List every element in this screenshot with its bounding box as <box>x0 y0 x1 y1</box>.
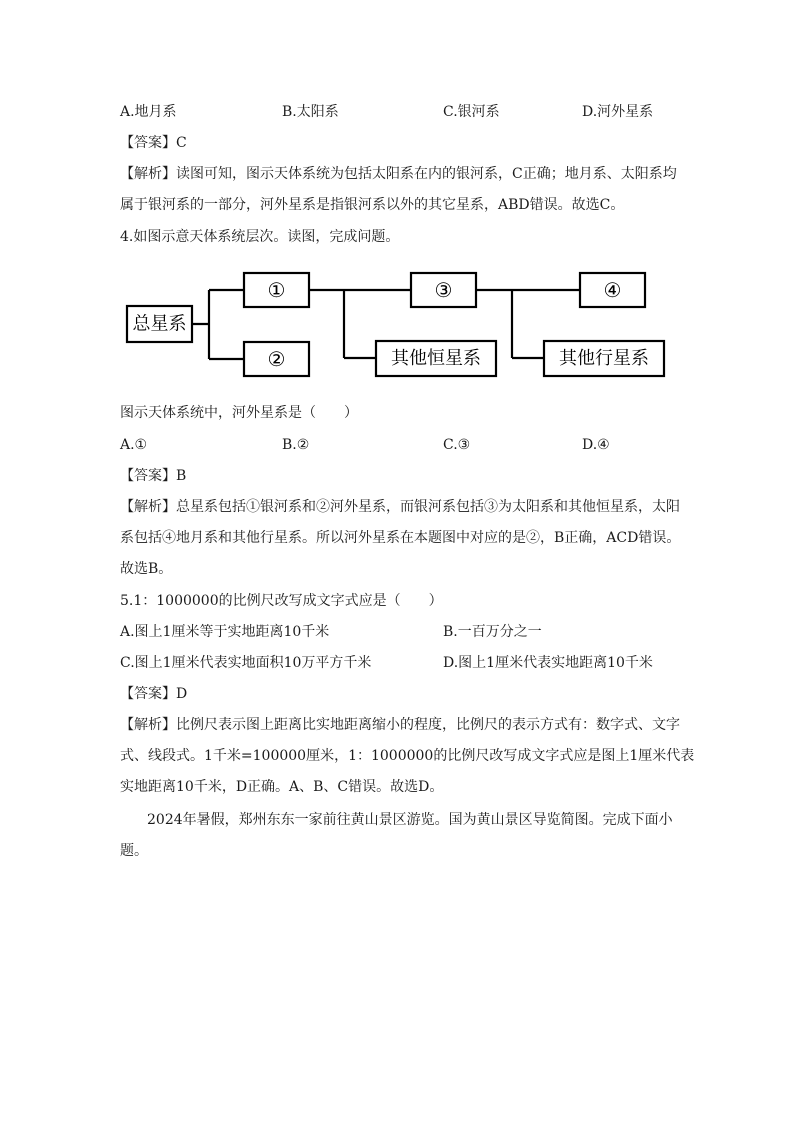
q5-analysis-line-3: 实地距离10千米，D正确。A、B、C错误。故选D。 <box>120 779 444 795</box>
answer-tag: 【答案】 <box>120 468 176 484</box>
analysis-tag: 【解析】 <box>120 499 176 515</box>
q4-stem: 4.如图示意天体系统层次。读图，完成问题。 <box>120 229 400 245</box>
answer-tag: 【答案】 <box>120 135 176 151</box>
q5-option-b: B.一百万分之一 <box>443 624 542 640</box>
q5-answer-line <box>120 684 187 704</box>
answer-tag: 【答案】 <box>120 686 176 702</box>
q4-question: 图示天体系统中，河外星系是（ ） <box>120 405 358 421</box>
q3-option-d: D.河外星系 <box>582 104 654 120</box>
intro-line-1: 2024年暑假，郑州东东一家前往黄山景区游览。国为黄山景区导览简图。完成下面小 <box>147 812 673 828</box>
diagram-box-4-label: ④ <box>603 278 622 302</box>
diagram-box-3-label: ③ <box>434 278 453 302</box>
analysis-tag: 【解析】 <box>120 717 176 733</box>
q4-analysis-line-1 <box>120 497 680 517</box>
q4-option-d: D.④ <box>582 437 610 453</box>
q3-answer-line <box>120 133 187 153</box>
q3-analysis-line-1 <box>120 164 677 184</box>
diagram-other-star-label: 其他恒星系 <box>391 348 481 369</box>
q3-option-b: B.太阳系 <box>282 104 339 120</box>
diagram-box-1-label: ① <box>267 278 286 302</box>
q5-analysis-text-1: 比例尺表示图上距离比实地距离缩小的程度，比例尺的表示方式有：数字式、文字 <box>176 717 680 733</box>
q3-answer: C <box>176 135 187 151</box>
q5-option-a: A.图上1厘米等于实地距离10千米 <box>120 624 330 640</box>
q4-diagram <box>120 262 680 387</box>
q5-option-d: D.图上1厘米代表实地距离10千米 <box>443 655 653 671</box>
q4-analysis-line-2: 系包括④地月系和其他行星系。所以河外星系在本题图中对应的是②，B正确，ACD错误。 <box>120 530 681 546</box>
diagram-other-planet-label: 其他行星系 <box>559 348 649 369</box>
q3-analysis-line-2: 属于银河系的一部分，河外星系是指银河系以外的其它星系，ABD错误。故选C。 <box>120 197 625 213</box>
q5-stem: 5.1：1000000的比例尺改写成文字式应是（ ） <box>120 593 443 609</box>
analysis-tag: 【解析】 <box>120 166 176 182</box>
q3-option-c: C.银河系 <box>443 104 500 120</box>
q4-answer: B <box>176 468 187 484</box>
diagram-box-2-label: ② <box>267 347 286 371</box>
q5-analysis-line-1 <box>120 715 680 735</box>
q5-answer: D <box>176 686 188 702</box>
q3-option-a: A.地月系 <box>120 104 177 120</box>
q5-option-c: C.图上1厘米代表实地面积10万平方千米 <box>120 655 372 671</box>
q4-analysis-text-1: 总星系包括①银河系和②河外星系，而银河系包括③为太阳系和其他恒星系，太阳 <box>176 499 680 515</box>
q3-analysis-text-1: 读图可知，图示天体系统为包括太阳系在内的银河系，C正确；地月系、太阳系均 <box>176 166 677 182</box>
q5-analysis-line-2: 式、线段式。1千米=100000厘米，1：1000000的比例尺改写成文字式应是图上1厘米代表 <box>120 748 695 764</box>
q4-option-a: A.① <box>120 437 148 453</box>
diagram-root-label: 总星系 <box>132 313 187 335</box>
q4-option-b: B.② <box>282 437 310 453</box>
q4-answer-line <box>120 466 186 486</box>
q4-option-c: C.③ <box>443 437 471 453</box>
intro-line-2: 题。 <box>120 843 148 859</box>
q4-analysis-line-3: 故选B。 <box>120 561 173 577</box>
